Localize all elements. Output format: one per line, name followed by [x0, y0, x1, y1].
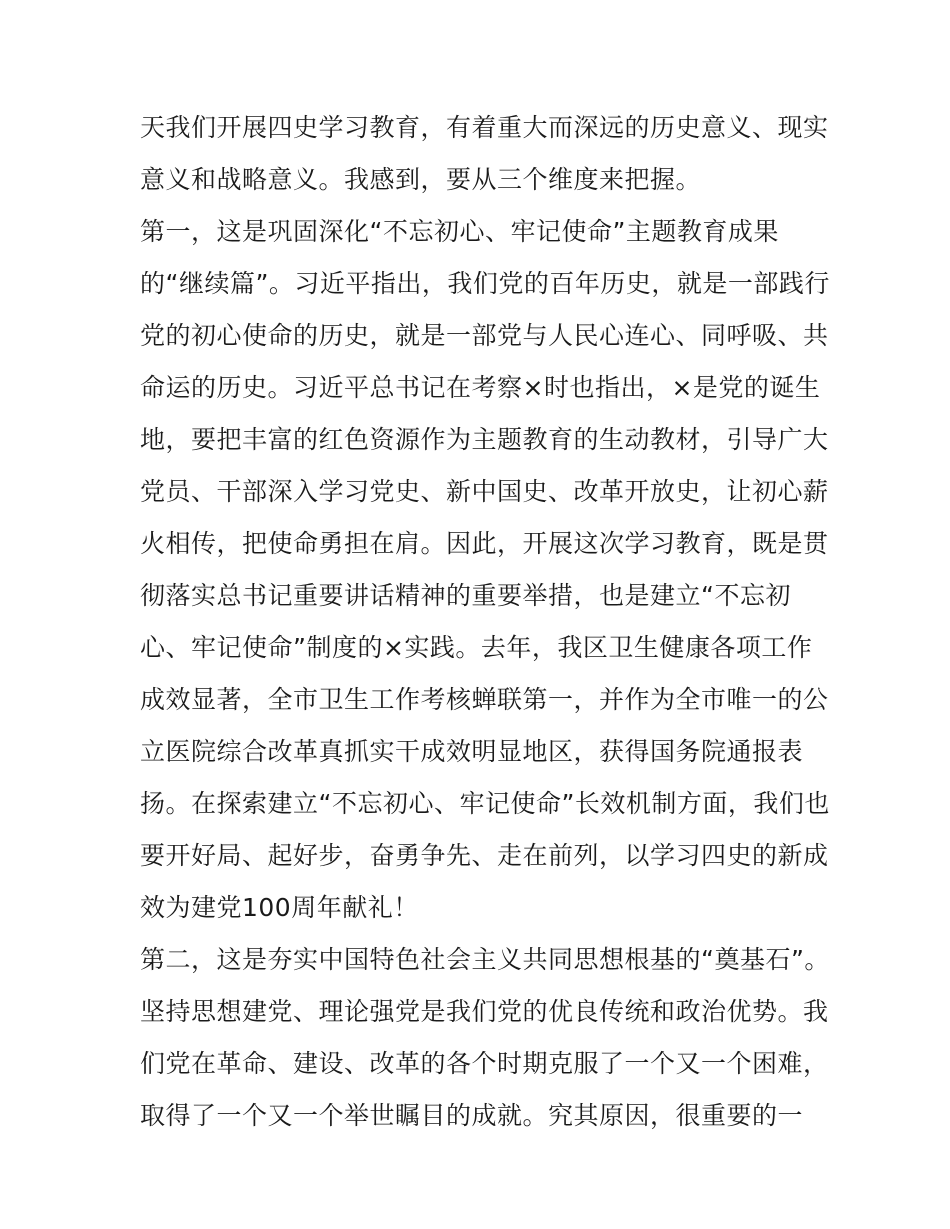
text-line: 效为建党100周年献礼！ — [140, 893, 419, 922]
text-line: 第二，这是夯实中国特色社会主义共同思想根基的“奠基石”。 — [140, 945, 830, 974]
text-line: 天我们开展四史学习教育，有着重大而深远的历史意义、现实 — [140, 113, 829, 142]
text-line: 党员、干部深入学习党史、新中国史、改革开放史，让初心薪 — [140, 477, 829, 506]
text-line: 扬。在探索建立“不忘初心、牢记使命”长效机制方面，我们也 — [140, 789, 830, 818]
text-line: 的“继续篇”。习近平指出，我们党的百年历史，就是一部践行 — [140, 269, 830, 298]
text-line: 彻落实总书记重要讲话精神的重要举措，也是建立“不忘初 — [140, 581, 791, 610]
text-line: 第一，这是巩固深化“不忘初心、牢记使命”主题教育成果 — [140, 217, 779, 246]
text-line: 成效显著，全市卫生工作考核蝉联第一，并作为全市唯一的公 — [140, 685, 829, 714]
text-line: 们党在革命、建设、改革的各个时期克服了一个又一个困难， — [140, 1049, 829, 1078]
text-line: 意义和战略意义。我感到，要从三个维度来把握。 — [140, 165, 702, 194]
text-line: 要开好局、起好步，奋勇争先、走在前列，以学习四史的新成 — [140, 841, 829, 870]
text-line: 地，要把丰富的红色资源作为主题教育的生动教材，引导广大 — [140, 425, 829, 454]
text-line: 火相传，把使命勇担在肩。因此，开展这次学习教育，既是贯 — [140, 529, 829, 558]
text-line: 立医院综合改革真抓实干成效明显地区，获得国务院通报表 — [140, 737, 804, 766]
text-line: 命运的历史。习近平总书记在考察×时也指出，×是党的诞生 — [140, 373, 821, 402]
text-line: 党的初心使命的历史，就是一部党与人民心连心、同呼吸、共 — [140, 321, 829, 350]
text-line: 坚持思想建党、理论强党是我们党的优良传统和政治优势。我 — [140, 997, 829, 1026]
text-line: 取得了一个又一个举世瞩目的成就。究其原因，很重要的一 — [140, 1101, 804, 1130]
text-line: 心、牢记使命”制度的×实践。去年，我区卫生健康各项工作 — [140, 633, 813, 662]
